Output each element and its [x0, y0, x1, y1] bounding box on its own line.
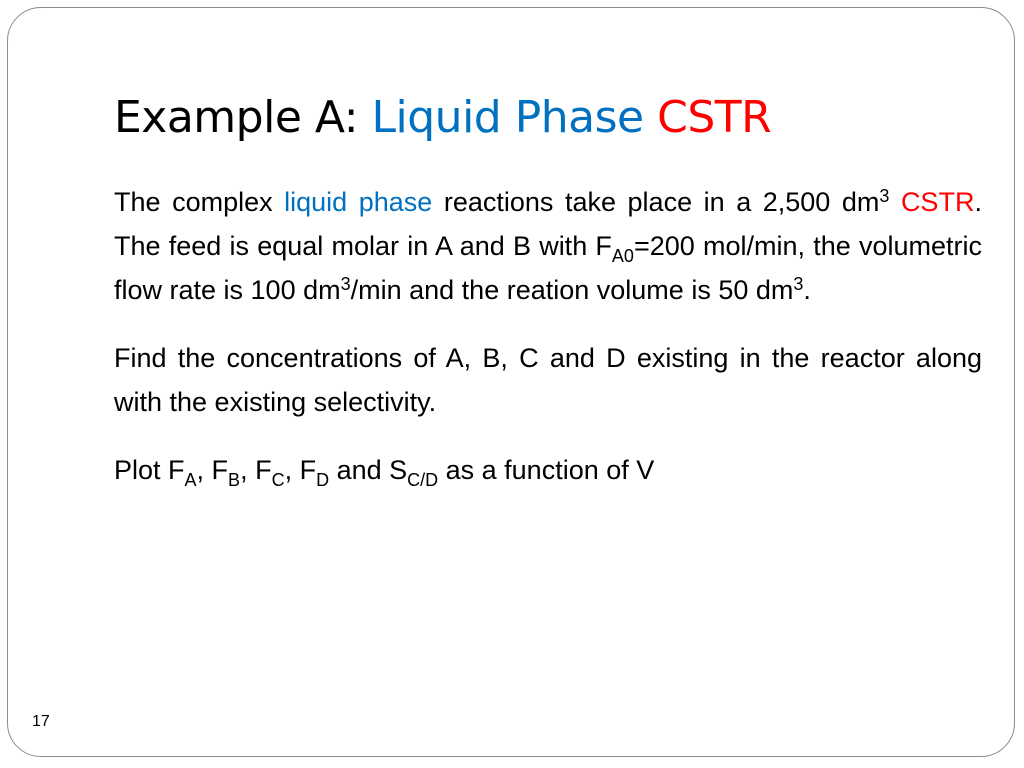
p1-text-7: =200 mol/min, the volumetric flow rate is 100 dm	[114, 231, 982, 305]
p1-superscript-3: 3	[793, 274, 804, 294]
p1-text-4	[889, 187, 901, 217]
page-number: 17	[32, 713, 50, 730]
p1-text-9: .	[803, 275, 811, 305]
p1-text-1: The complex	[114, 187, 285, 217]
p3-subscript-b: B	[228, 470, 241, 490]
p3-subscript-a: A	[184, 470, 197, 490]
p3-text-1: Plot F	[114, 455, 185, 485]
title-space	[644, 92, 658, 143]
p1-superscript-2: 3	[340, 274, 351, 294]
p1-text-3: reactions take place in a 2,500 dm	[432, 187, 880, 217]
find-concentrations-paragraph: Find the concentrations of A, B, C and D existing in the reactor along with the existing selectivity.	[114, 343, 982, 417]
slide-title	[114, 88, 771, 148]
title-prefix: Example A:	[114, 92, 372, 143]
p1-text-6: . The feed is equal molar in A and B with F	[114, 187, 982, 261]
p3-text-2: , F	[196, 455, 229, 485]
p1-cstr: CSTR	[900, 187, 975, 217]
title-cstr: CSTR	[657, 92, 772, 143]
problem-statement-paragraph	[114, 180, 982, 312]
p3-subscript-c: C	[271, 470, 285, 490]
p3-text-4: , F	[284, 455, 317, 485]
p1-superscript-1: 3	[879, 186, 890, 206]
slide-body	[114, 180, 982, 516]
p3-subscript-cd: C/D	[407, 470, 439, 490]
p3-subscript-d: D	[316, 470, 330, 490]
p1-text-8: /min and the reation volume is 50 dm	[350, 275, 794, 305]
p3-text-5: and S	[329, 455, 408, 485]
p3-text-3: , F	[240, 455, 272, 485]
p3-text-6: as a function of V	[438, 455, 655, 485]
title-liquid-phase: Liquid Phase	[371, 92, 644, 143]
plot-instruction-paragraph	[114, 448, 982, 492]
p1-liquid-phase: liquid phase	[284, 187, 433, 217]
p1-subscript-a0: A0	[611, 246, 634, 266]
